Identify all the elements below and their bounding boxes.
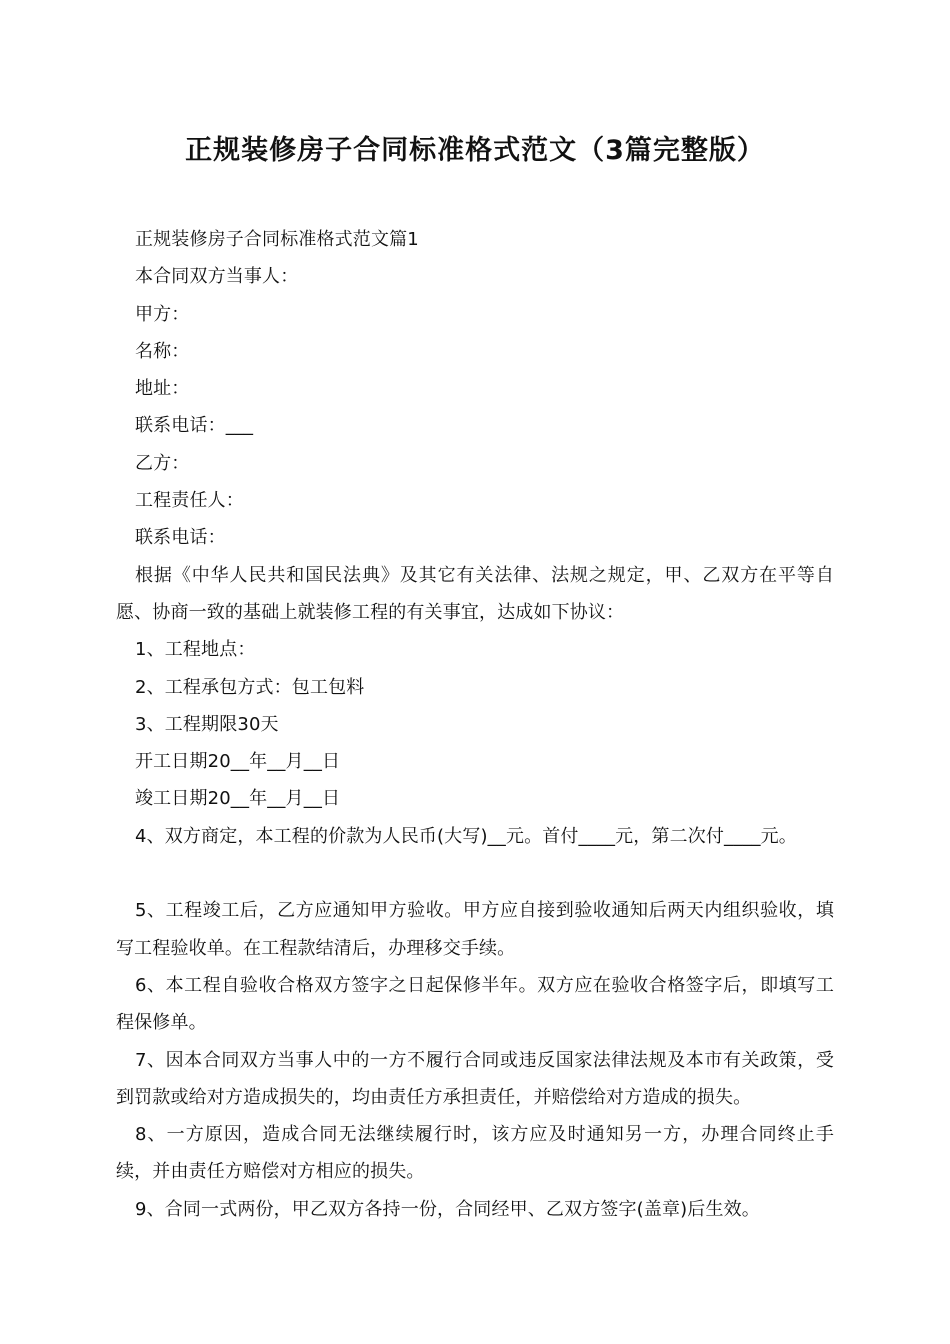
document-body — [116, 221, 834, 1228]
agreement-preamble: 根据《中华人民共和国民法典》及其它有关法律、法规之规定，甲、乙双方在平等自愿、协商一致的基础上就装修工程的有关事宜，达成如下协议： — [116, 564, 834, 623]
section-heading: 正规装修房子合同标准格式范文篇1 — [135, 229, 419, 250]
party-a-label: 甲方： — [135, 303, 190, 325]
clause-3: 3、工程期限30天 — [135, 713, 279, 735]
document-title: 正规装修房子合同标准格式范文（3篇完整版） — [185, 135, 765, 166]
parties-intro: 本合同双方当事人： — [135, 266, 299, 288]
party-b-responsible-person: 工程责任人： — [135, 490, 244, 512]
party-a-address: 地址： — [135, 378, 190, 400]
clause-9: 9、合同一式两份，甲乙双方各持一份，合同经甲、乙双方签字(盖章)后生效。 — [135, 1198, 760, 1220]
party-a-name: 名称： — [135, 340, 190, 362]
clause-5: 5、工程竣工后，乙方应通知甲方验收。甲方应自接到验收通知后两天内组织验收，填写工程验收单。在工程款结清后，办理移交手续。 — [116, 900, 834, 959]
clause-4: 4、双方商定，本工程的价款为人民币(大写)__元。首付____元，第二次付____元。 — [135, 825, 797, 847]
party-b-label: 乙方： — [135, 452, 190, 474]
clause-1: 1、工程地点： — [135, 639, 256, 661]
clause-8: 8、一方原因，造成合同无法继续履行时，该方应及时通知另一方，办理合同终止手续，并由责任方赔偿对方相应的损失。 — [116, 1124, 834, 1183]
clause-7: 7、因本合同双方当事人中的一方不履行合同或违反国家法律法规及本市有关政策，受到罚款或给对方造成损失的，均由责任方承担责任，并赔偿给对方造成的损失。 — [116, 1049, 834, 1108]
party-b-phone: 联系电话： — [135, 527, 226, 549]
start-date: 开工日期20__年__月__日 — [135, 751, 341, 773]
completion-date: 竣工日期20__年__月__日 — [135, 788, 341, 810]
clause-6: 6、本工程自验收合格双方签字之日起保修半年。双方应在验收合格签字后，即填写工程保修单。 — [116, 974, 834, 1034]
paragraph-gap — [116, 855, 834, 892]
party-a-phone: 联系电话：___ — [135, 415, 254, 437]
clause-2: 2、工程承包方式：包工包料 — [135, 676, 365, 698]
